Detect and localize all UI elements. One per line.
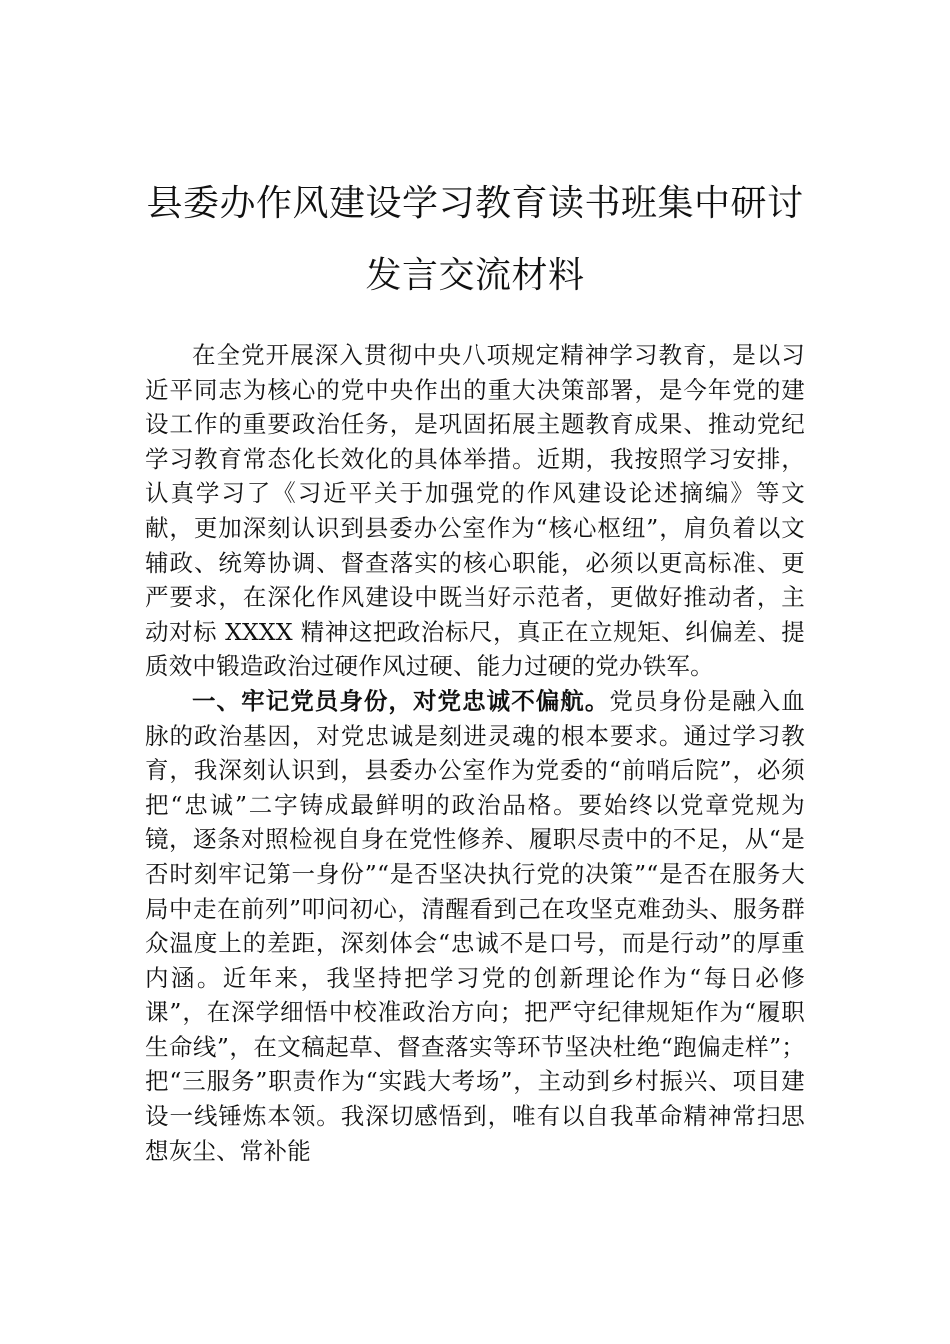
section-one-text: 党员身份是融入血脉的政治基因，对党忠诚是刻进灵魂的根本要求。通过学习教育，我深刻认识到，县委办公室作为党委的“前哨后院”，必须把“忠诚”二字铸成最鲜明的政治品格。要始终以党章党规为镜，逐条对照检视自身在党性修养、履职尽责中的不足，从“是否时刻牢记第一身份”“是否坚决执行党的决策”“是否在服务大局中走在前列”叩问初心，清醒看到己在攻坚克难劲头、服务群众温度上的差距，深刻体会“忠诚不是口号，而是行动”的厚重内涵。近年来，我坚持把学习党的创新理论作为“每日必修课”，在深学细悟中校准政治方向；把严守纪律规矩作为“履职生命线”，在文稿起草、督查落实等环节坚决杜绝“跑偏走样”；把“三服务”职责作为“实践大考场”，主动到乡村振兴、项目建设一线锤炼本领。我深切感悟到，唯有以自我革命精神常扫思想灰尘、常补能 [145,686,805,1165]
document-title [145,168,805,312]
title-line-2: 发言交流材料 [365,255,585,296]
intro-paragraph [145,338,805,684]
section-one-heading: 一、牢记党员身份，对党忠诚不偏航。 [192,686,610,715]
intro-paragraph-text: 在全党开展深入贯彻中央八项规定精神学习教育，是以习近平同志为核心的党中央作出的重大决策部署，是今年党的建设工作的重要政治任务，是巩固拓展主题教育成果、推动党纪学习教育常态化长效化的具体举措。近期，我按照学习安排，认真学习了《习近平关于加强党的作风建设论述摘编》等文献，更加深刻认识到县委办公室作为“核心枢纽”，肩负着以文辅政、统筹协调、督查落实的核心职能，必须以更高标准、更严要求，在深化作风建设中既当好示范者，更做好推动者，主动对标 XXXX 精神这把政治标尺，真正在立规矩、纠偏差、提质效中锻造政治过硬作风过硬、能力过硬的党办铁军。 [145,341,805,681]
title-line-1: 县委办作风建设学习教育读书班集中研讨 [146,183,804,224]
section-one-paragraph [145,684,805,1168]
document-body [145,338,805,1168]
